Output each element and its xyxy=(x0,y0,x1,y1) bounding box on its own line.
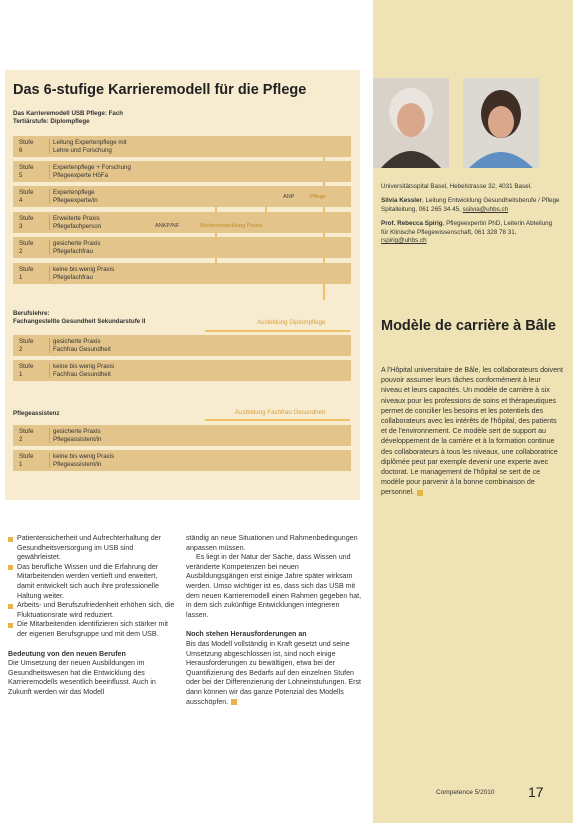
assist-row-1: Stufe 1 keine bis wenig Praxis Pflegeassistent/in xyxy=(13,450,351,471)
stage-row-1: Stufe 1 keine bis wenig Praxis Pflegefachfrau xyxy=(13,263,351,284)
paragraph: ständig an neue Situationen und Rahmenbedingungen anpassen müssen. xyxy=(186,534,358,552)
page-number: 17 xyxy=(528,784,544,800)
stage-row-5: Stufe 5 Expertenpflege + Forschung Pflegeexperte HöFa xyxy=(13,161,351,182)
chart-header-line2: Tertiärstufe: Diplompflege xyxy=(13,118,90,125)
portrait-photo-1 xyxy=(373,78,449,168)
chart-title: Das 6-stufige Karrieremodell für die Pflege xyxy=(13,82,307,98)
list-item: Patientensicherheit und Aufrechterhaltung der Gesundheitsversorgung im USB sind gewährleistet. xyxy=(8,534,176,563)
address: Universitätsspital Basel, Hebelstrasse 32, 4031 Basel. xyxy=(381,183,532,190)
stream-diplom-label: Ausbildung Diplompflege xyxy=(257,319,326,326)
sidebar-title: Modèle de carrière à Bâle xyxy=(381,318,556,334)
stage-row-2: Stufe 2 gesicherte Praxis Pflegefachfrau xyxy=(13,237,351,258)
list-item: Arbeits- und Berufszufriedenheit erhöhen sich, die Fluktuationsrate wird reduziert. xyxy=(8,601,176,620)
anp-right-label: Pflege xyxy=(310,194,326,200)
email-link-1[interactable]: ssilvia@uhbs.ch xyxy=(462,205,509,213)
stage-row-3: Stufe 3 Erweiterte Praxis Pflegefachperson xyxy=(13,212,351,233)
section-vocational-title: Berufslehre: xyxy=(13,310,50,317)
sidebar xyxy=(373,0,573,823)
subheading-challenges: Noch stehen Herausforderungen an xyxy=(186,630,307,639)
text-column-2 xyxy=(186,534,362,707)
email-link-2[interactable]: rspirig@uhbs.ch xyxy=(381,237,427,245)
fage-row-2: Stufe 2 gesicherte Praxis Fachfrau Gesundheit xyxy=(13,335,351,356)
assist-row-2: Stufe 2 gesicherte Praxis Pflegeassistent/in xyxy=(13,425,351,446)
contact-person-2: Prof. Rebecca Spirig, Pflegeexpertin PhD, Leiterin Abteilung für Klinische Pflegewissenschaft, 061 328 78 31, rspirig@uhbs.ch xyxy=(381,220,553,245)
career-model-chart xyxy=(5,70,360,500)
paragraph: Es liegt in der Natur der Sache, dass Wissen und veränderte Kompetenzen bei neuen Ausbildungsgängen erst einige Jahre später wirksam werden. Umso wichtiger ist es, dass sich das USB mit dem neuen Karrieremodell einen Rahmen gegeben hat, in dem sich zukünftige Entwicklungen integrieren lassen. xyxy=(186,553,362,619)
end-mark-icon xyxy=(417,490,423,496)
list-item: Die Mitarbeitenden identifizieren sich stärker mit der eigenen Berufsgruppe und mit dem USB. xyxy=(8,620,176,639)
paragraph: Die Umsetzung der neuen Ausbildungen im Gesundheitswesen hat die Entwicklung des Karrieremodells wesentlich beeinflusst. Auch in Zukunft werden wir das Modell xyxy=(8,659,156,696)
section-vocational-subtitle: Fachangestellte Gesundheit Sekundarstufe II xyxy=(13,318,146,325)
practice-stream-label: Weiterentwicklung Praxis xyxy=(200,223,263,229)
text-column-1 xyxy=(8,534,176,698)
anp-label: ANP xyxy=(283,194,295,200)
ankp-label: ANKP/NF xyxy=(155,223,180,229)
section-assist-title: Pflegeassistenz xyxy=(13,410,60,417)
fage-row-1: Stufe 1 keine bis wenig Praxis Fachfrau Gesundheit xyxy=(13,360,351,381)
flow-stream-fage xyxy=(205,419,350,421)
portrait-photo-2 xyxy=(463,78,539,168)
list-item: Das berufliche Wissen und die Erfahrung der Mitarbeitenden werden vertieft und erweitert, damit entwickelt sich auch ihre professionelle Haltung weiter. xyxy=(8,563,176,601)
end-mark-icon xyxy=(231,699,237,705)
footer-publication: Competence 5/2010 xyxy=(436,789,495,796)
stage-row-4: Stufe 4 Expertenpflege Pflegeexperte/in xyxy=(13,186,351,207)
sidebar-text: A l'Hôpital universitaire de Bâle, les collaborateurs doivent pouvoir assumer leurs tâches conformément à leur niveau et leurs capacités. Un modèle de carrière à six niveaux pour les professions de soins et thérapeutiques permet de concilier les besoins et les potentiels des collaborateurs avec les intérêts de l'hôpital, des patients et de l'environnement. Ce modèle sert de support au développement de la carrière et à la formation continue des collaborateurs à tous les niveaux, une collaboratrice diplômée peut par exemple devenir une experte avec doctorat. Le management de l'hôpital se sert de ce modèle pour parvenir à la bonne combinaison de personnel. xyxy=(381,366,563,497)
subheading-new-professions: Bedeutung von den neuen Berufen xyxy=(8,649,126,658)
chart-header-line1: Das Karrieremodell USB Pflege: Fach xyxy=(13,110,124,117)
paragraph: Bis das Modell vollständig in Kraft gesetzt und seine Umsetzung abgeschlossen ist, sind noch einige Herausforderungen zu bewältigen, etwa bei der Quantifizierung des Bedarfs auf den einzelnen Stufen oder bei der Differenzierung der Lohneinstufungen. Erst dann können wir das ganze Potenzial des Modells ausschöpfen. xyxy=(186,639,361,706)
contact-person-1: Silvia Kessler, Leitung Entwicklung Gesundheitsberufe / Pflege Spitalleitung, 061 265 34 45, ssilvia@uhbs.ch xyxy=(381,197,560,213)
benefit-list xyxy=(8,534,176,640)
stream-fage-label: Ausbildung Fachfrau Gesundheit xyxy=(235,409,326,416)
contact-info xyxy=(381,183,561,251)
flow-stream-diplom xyxy=(205,330,350,332)
stage-row-6: Stufe 6 Leitung Expertenpflege mit Lehre und Forschung xyxy=(13,136,351,157)
